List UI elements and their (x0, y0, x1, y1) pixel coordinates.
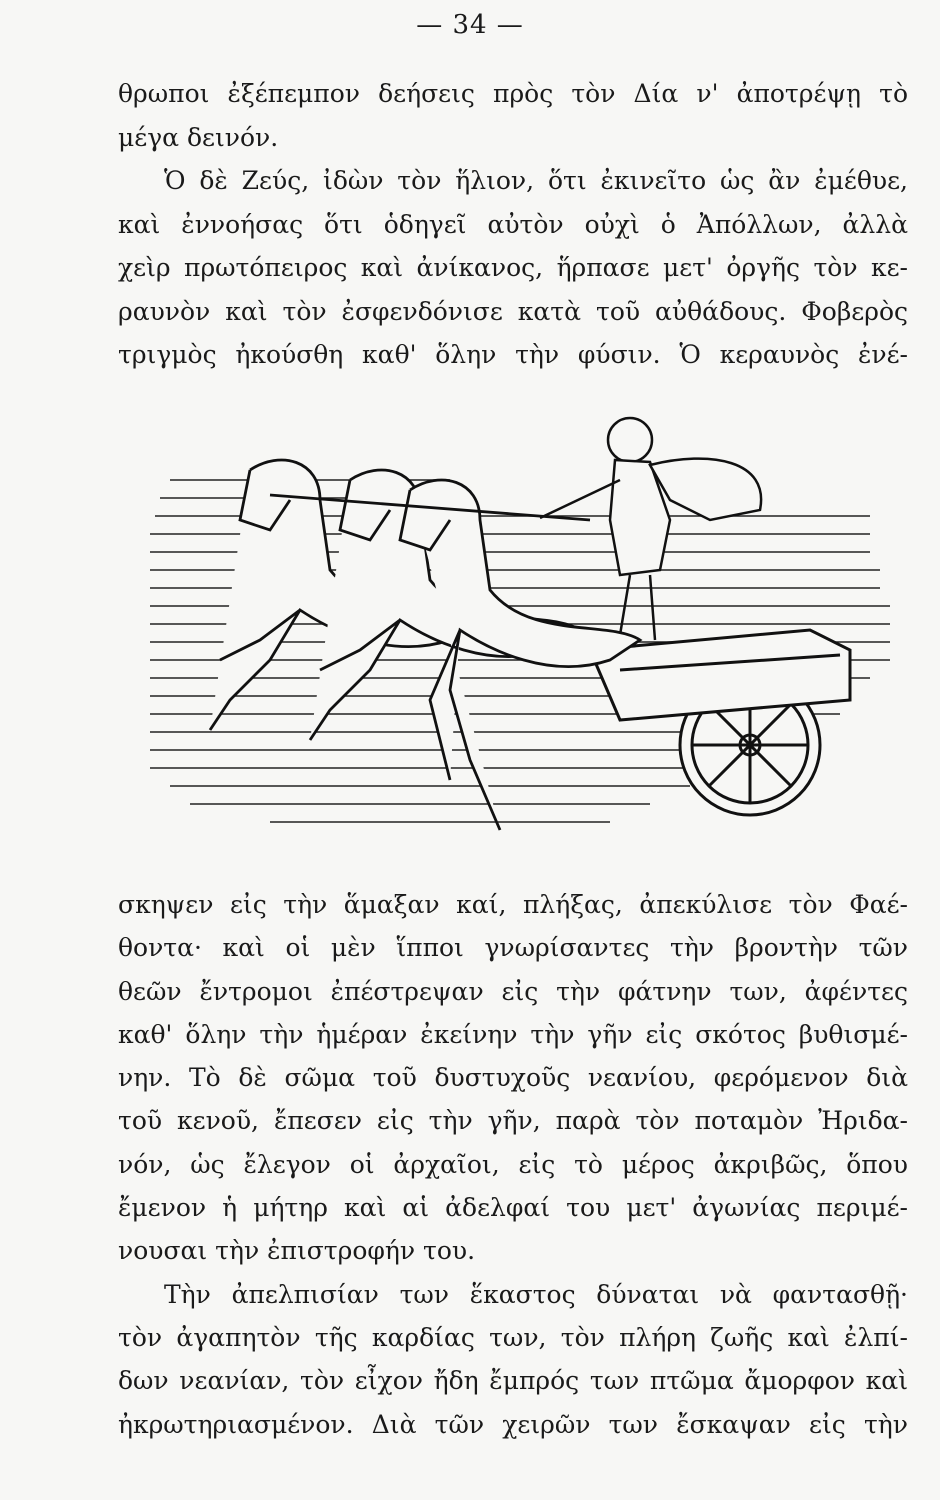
text-line: σκηψεν εἰς τὴν ἅμαξαν καί, πλήξας, ἀπεκύλισε τὸν Φαέ- (118, 890, 908, 919)
chariot-drawing (150, 400, 910, 870)
text-line: νόν, ὡς ἔλεγον οἱ ἀρχαῖοι, εἰς τὸ μέρος ἀκριβῶς, ὅπου (118, 1149, 908, 1179)
text-line: χεὶρ πρωτόπειρος καὶ ἀνίκανος, ἥρπασε μετ' ὀργῆς τὸν κε- (118, 253, 908, 282)
text-line: νουσαι τὴν ἐπιστροφήν του. (118, 1236, 476, 1266)
chariot-illustration (150, 400, 910, 870)
text-line: καθ' ὅλην τὴν ἡμέραν ἐκείνην τὴν γῆν εἰς σκότος βυθισμέ- (118, 1019, 908, 1049)
text-block-top (118, 72, 908, 377)
text-line: ραυνὸν καὶ τὸν ἐσφενδόνισε κατὰ τοῦ αὐθάδους. Φοβερὸς (118, 296, 908, 326)
text-line: Ὁ δὲ Ζεύς, ἰδὼν τὸν ἥλιον, ὅτι ἐκινεῖτο ὡς ἂν ἐμέθυε, (164, 166, 908, 195)
text-line: δων νεανίαν, τὸν εἶχον ἤδη ἔμπρός των πτῶμα ἄμορφον καὶ (118, 1366, 908, 1396)
text-line: ἠκρωτηριασμένον. Διὰ τῶν χειρῶν των ἔσκαψαν εἰς τὴν (118, 1409, 908, 1439)
text-line: νην. Τὸ δὲ σῶμα τοῦ δυστυχοῦς νεανίου, φερόμενον διὰ (118, 1063, 908, 1093)
text-line: θοντα· καὶ οἱ μὲν ἵπποι γνωρίσαντες τὴν βροντὴν τῶν (118, 933, 908, 963)
text-line: θρωποι ἐξέπεμπον δεήσεις πρὸς τὸν Δία ν' ἀποτρέψῃ τὸ (118, 79, 908, 108)
text-line: μέγα δεινόν. (118, 122, 279, 152)
text-line: καὶ ἐννοήσας ὅτι ὁδηγεῖ αὐτὸν οὐχὶ ὁ Ἀπόλλων, ἀλλὰ (118, 209, 908, 239)
charioteer-figure (540, 418, 761, 640)
text-line: Τὴν ἀπελπισίαν των ἕκαστος δύναται νὰ φαντασθῇ· (164, 1279, 908, 1309)
page-number: — 34 — (416, 10, 524, 40)
text-line: τὸν ἀγαπητὸν τῆς καρδίας των, τὸν πλήρη ζωῆς καὶ ἐλπί- (118, 1322, 908, 1352)
text-line: τριγμὸς ἠκούσθη καθ' ὅλην τὴν φύσιν. Ὁ κεραυνὸς ἐνέ- (118, 340, 908, 369)
text-line: τοῦ κενοῦ, ἔπεσεν εἰς τὴν γῆν, παρὰ τὸν ποταμὸν Ἠριδα- (118, 1106, 908, 1136)
text-block-bottom (118, 883, 908, 1446)
text-line: ἔμενον ἡ μήτηρ καὶ αἱ ἀδελφαί του μετ' ἀγωνίας περιμέ- (118, 1193, 908, 1223)
text-line: θεῶν ἔντρομοι ἐπέστρεψαν εἰς τὴν φάτνην των, ἀφέντες (118, 976, 908, 1006)
